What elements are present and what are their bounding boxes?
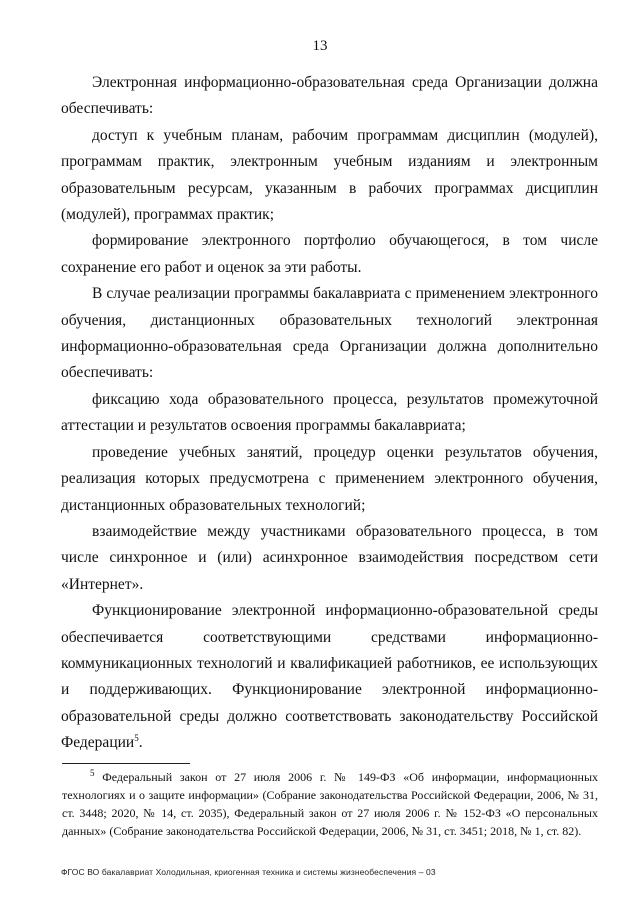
paragraph-4: В случае реализации программы бакалавриата с применением электронного обучения, дистанционных образовательных технологий электронная информационно-образовательная среда Организации должна дополнительно обеспечивать: — [61, 285, 598, 382]
footnote-text: Федеральный закон от 27 июля 2006 г. № 149-ФЗ «Об информации, информационных технологиях и о защите информации» (Собрание законодательства Российской Федерации, 2006, № 31, ст. 3448; 2020, № 14, ст. 2035), Федеральный закон от 27 июля 2006 г. № 152-ФЗ «О персональных данных» (Собрание законодательства Российской Федерации, 2006, № 31, ст. 3451; 2018, № 1, ст. 82). — [62, 770, 599, 838]
footnote — [62, 768, 598, 840]
paragraph-7: взаимодействие между участниками образовательного процесса, в том числе синхронное и (или) асинхронное взаимодействия посредством сети «Интернет». — [61, 522, 598, 593]
paragraph-2: доступ к учебным планам, рабочим программам дисциплин (модулей), программам практик, электронным учебным изданиям и электронным образовательным ресурсам, указанным в рабочих программах дисциплин (модулей), программах практик; — [61, 126, 598, 224]
page-footer: ФГОС ВО бакалавриат Холодильная, криогенная техника и системы жизнеобеспечения – 03 — [61, 867, 436, 877]
paragraph-3: формирование электронного портфолио обучающегося, в том числе сохранение его работ и оценок за эти работы. — [61, 232, 598, 276]
body-text — [61, 70, 598, 757]
footnote-divider — [62, 763, 190, 764]
paragraph-8-end: . — [138, 734, 143, 752]
paragraph-8 — [61, 598, 598, 756]
paragraph-6: проведение учебных занятий, процедур оценки результатов обучения, реализация которых предусмотрена с применением электронного обучения, дистанционных образовательных технологий; — [61, 443, 598, 514]
paragraph-1: Электронная информационно-образовательная среда Организации должна обеспечивать: — [61, 74, 598, 118]
page-number: 13 — [312, 38, 328, 54]
footnote-reference[interactable]: 5 — [134, 733, 139, 743]
paragraph-8-text: Функционирование электронной информационно-образовательной среды обеспечивается соответствующими средствами информационно-коммуникационных технологий и квалификацией работников, ее использующих и поддерживающих. Функционирование электронной информационно-образовательной среды должно соответствовать законодательству Российской Федерации — [61, 602, 598, 752]
paragraph-5: фиксацию хода образовательного процесса, результатов промежуточной аттестации и результатов освоения программы бакалавриата; — [61, 390, 598, 435]
footnote-marker: 5 — [90, 768, 95, 778]
